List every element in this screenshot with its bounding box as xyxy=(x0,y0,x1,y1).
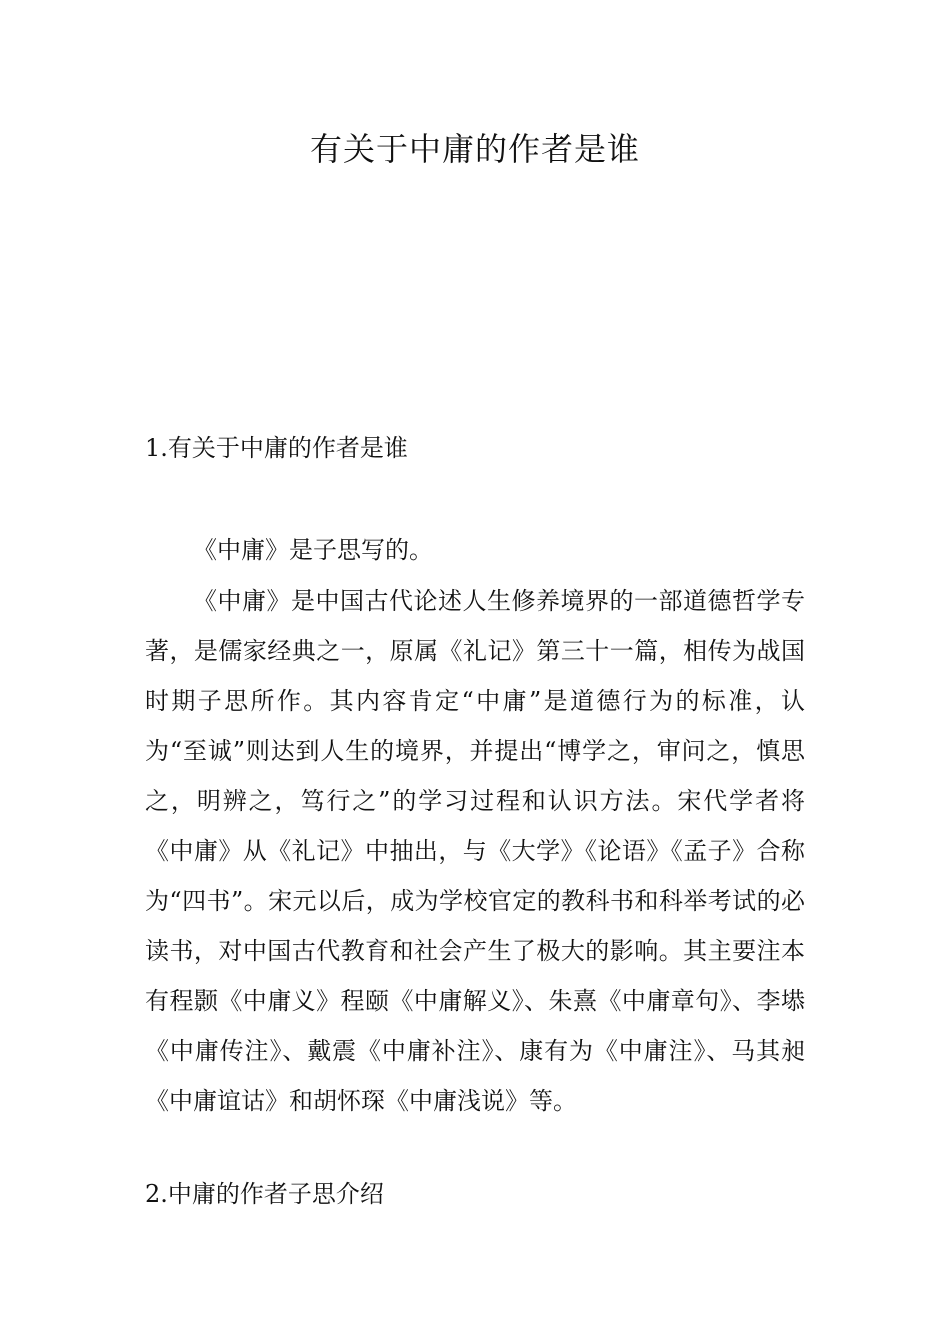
paragraph-1: 《中庸》是子思写的。 xyxy=(193,536,433,564)
document-title: 有关于中庸的作者是谁 xyxy=(309,130,640,168)
section-heading-2: 2.中庸的作者子思介绍 xyxy=(145,1180,384,1208)
paragraph-2: 《中庸》是中国古代论述人生修养境界的一部道德哲学专著，是儒家经典之一，原属《礼记》第三十一篇，相传为战国时期子思所作。其内容肯定“中庸”是道德行为的标准，认为“至诚”则达到人生的境界，并提出“博学之，审问之，慎思之，明辨之，笃行之”的学习过程和认识方法。宋代学者将《中庸》从《礼记》中抽出，与《大学》《论语》《孟子》合称为“四书”。宋元以后，成为学校官定的教科书和科举考试的必读书，对中国古代教育和社会产生了极大的影响。其主要注本有程颢《中庸义》程颐《中庸解义》、朱熹《中庸章句》、李塨《中庸传注》、戴震《中庸补注》、康有为《中庸注》、马其昶《中庸谊诂》和胡怀琛《中庸浅说》等。 xyxy=(145,587,805,1115)
section-heading-1: 1.有关于中庸的作者是谁 xyxy=(145,434,408,462)
